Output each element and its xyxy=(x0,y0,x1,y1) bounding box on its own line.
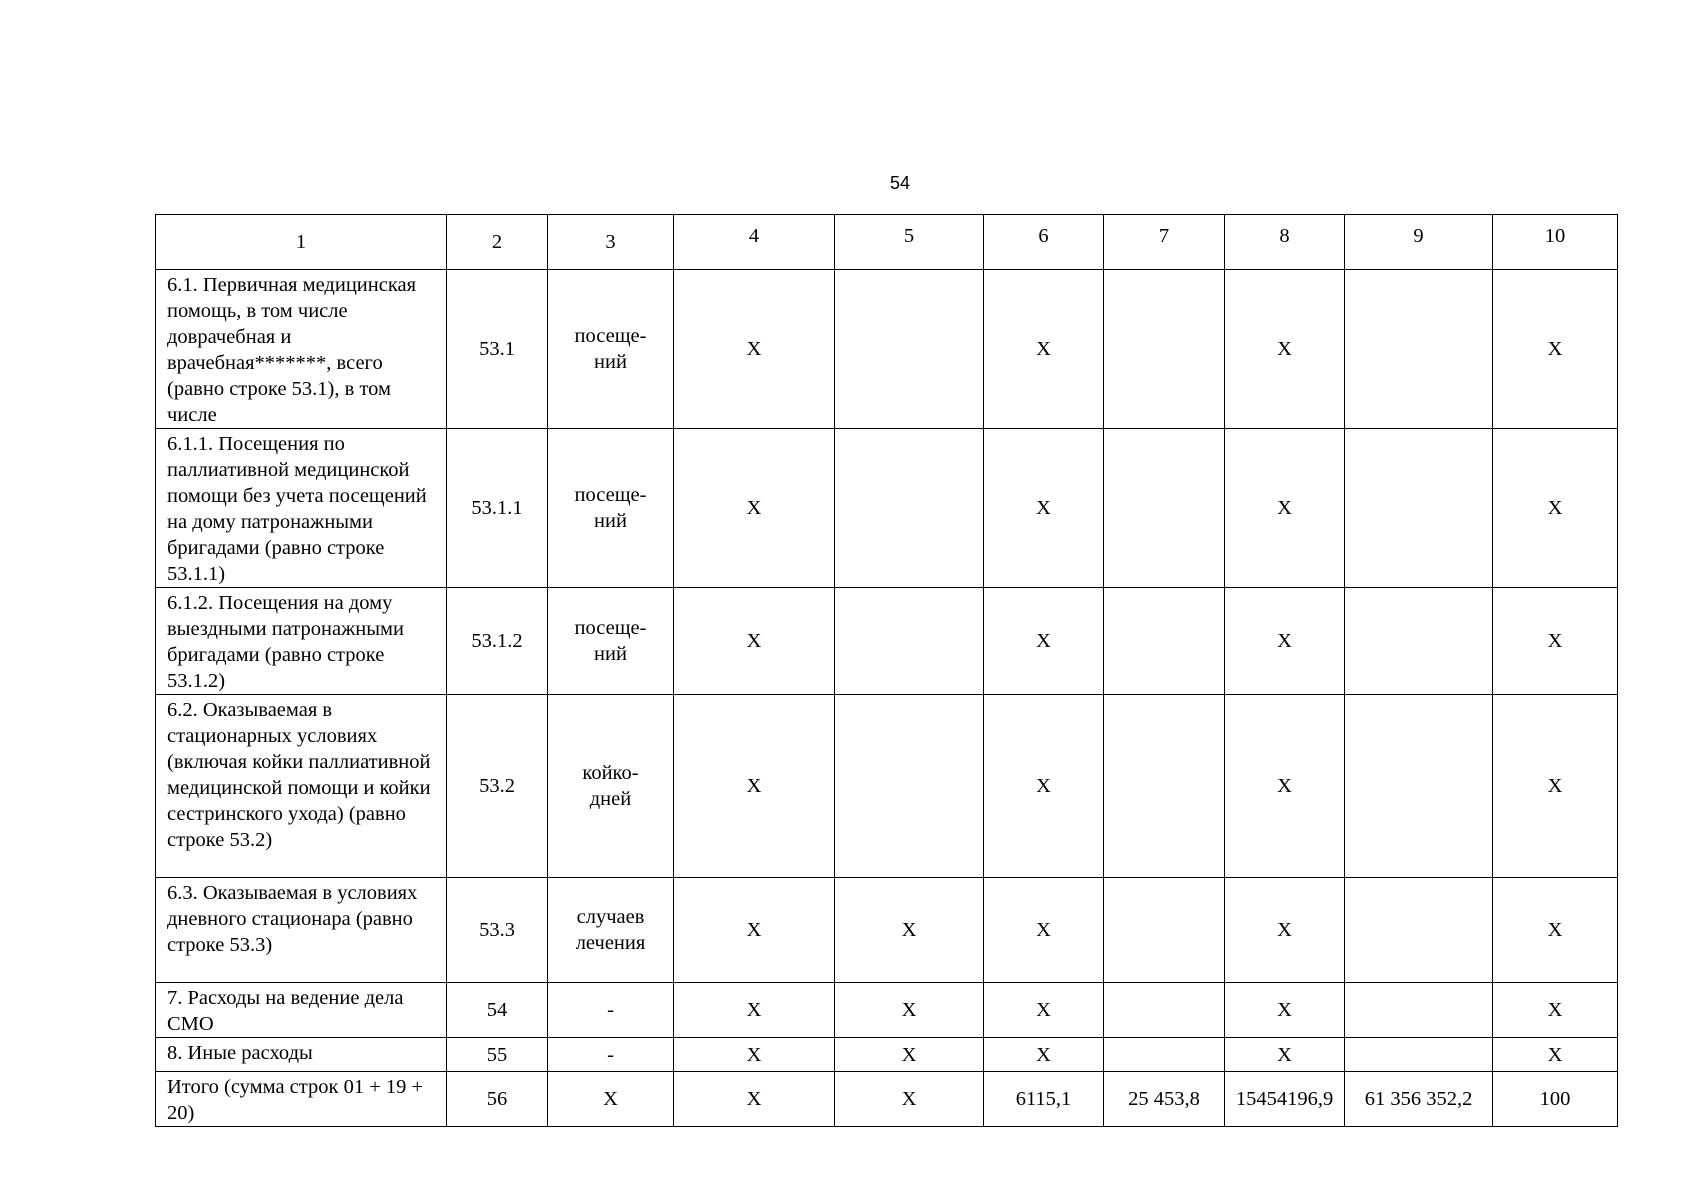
table-header-row xyxy=(156,215,1618,270)
row-unit: посеще-ний xyxy=(548,429,674,588)
cell: Х xyxy=(1225,878,1345,983)
cell: 61 356 352,2 xyxy=(1345,1072,1493,1127)
cell xyxy=(1345,1038,1493,1072)
row-name: 6.1.1. Посещения по паллиативной медицинской помощи без учета посещений на дому патронажными бригадами (равно строке 53.1.1) xyxy=(156,429,447,588)
row-code: 53.1.1 xyxy=(447,429,548,588)
table-row xyxy=(156,1038,1618,1072)
row-name: 7. Расходы на ведение дела СМО xyxy=(156,983,447,1038)
cell: 25 453,8 xyxy=(1104,1072,1225,1127)
cell: Х xyxy=(1225,695,1345,878)
cell: Х xyxy=(984,878,1104,983)
cell xyxy=(835,429,984,588)
cell xyxy=(1104,270,1225,429)
row-code: 56 xyxy=(447,1072,548,1127)
cell: Х xyxy=(1225,429,1345,588)
cell: Х xyxy=(984,1038,1104,1072)
column-number: 6 xyxy=(984,215,1104,270)
column-number: 5 xyxy=(835,215,984,270)
cell: Х xyxy=(674,588,835,695)
cell: Х xyxy=(984,588,1104,695)
row-code: 55 xyxy=(447,1038,548,1072)
cell: Х xyxy=(835,1038,984,1072)
cell: Х xyxy=(1225,588,1345,695)
row-unit: Х xyxy=(548,1072,674,1127)
cell: Х xyxy=(674,878,835,983)
cell: Х xyxy=(835,878,984,983)
report-table xyxy=(155,214,1618,1127)
row-name: 6.1.2. Посещения на дому выездными патронажными бригадами (равно строке 53.1.2) xyxy=(156,588,447,695)
row-name: 6.2. Оказываемая в стационарных условиях (включая койки паллиативной медицинской помощи и койки сестринского ухода) (равно строке 53.2) xyxy=(156,695,447,878)
cell xyxy=(835,270,984,429)
cell: Х xyxy=(1493,983,1618,1038)
cell: Х xyxy=(1493,695,1618,878)
cell xyxy=(1104,878,1225,983)
row-code: 53.3 xyxy=(447,878,548,983)
cell xyxy=(1345,695,1493,878)
cell: Х xyxy=(1493,878,1618,983)
row-unit: посеще-ний xyxy=(548,588,674,695)
cell xyxy=(835,588,984,695)
row-name: Итого (сумма строк 01 + 19 + 20) xyxy=(156,1072,447,1127)
cell: Х xyxy=(674,1072,835,1127)
row-unit: койко-дней xyxy=(548,695,674,878)
cell: Х xyxy=(674,1038,835,1072)
cell: Х xyxy=(1493,429,1618,588)
row-code: 54 xyxy=(447,983,548,1038)
cell: Х xyxy=(984,695,1104,878)
cell: Х xyxy=(674,429,835,588)
cell xyxy=(1345,270,1493,429)
row-name: 6.1. Первичная медицинская помощь, в том числе доврачебная и врачебная*******, всего (равно строке 53.1), в том числе xyxy=(156,270,447,429)
cell: Х xyxy=(1225,1038,1345,1072)
cell xyxy=(1104,1038,1225,1072)
cell: 6115,1 xyxy=(984,1072,1104,1127)
cell: Х xyxy=(1493,588,1618,695)
column-number: 9 xyxy=(1345,215,1493,270)
row-unit: - xyxy=(548,983,674,1038)
cell: Х xyxy=(984,270,1104,429)
cell xyxy=(1104,695,1225,878)
cell: Х xyxy=(984,983,1104,1038)
cell xyxy=(1104,983,1225,1038)
page-number: 54 xyxy=(889,173,911,193)
cell xyxy=(1104,429,1225,588)
row-unit: посеще-ний xyxy=(548,270,674,429)
cell: Х xyxy=(835,1072,984,1127)
row-code: 53.1.2 xyxy=(447,588,548,695)
row-name: 6.3. Оказываемая в условиях дневного стационара (равно строке 53.3) xyxy=(156,878,447,983)
cell xyxy=(1345,588,1493,695)
table-row xyxy=(156,270,1618,429)
total-row xyxy=(156,1072,1618,1127)
column-number: 3 xyxy=(548,215,674,270)
column-number: 4 xyxy=(674,215,835,270)
cell: Х xyxy=(1493,1038,1618,1072)
cell xyxy=(835,695,984,878)
cell: Х xyxy=(674,983,835,1038)
row-code: 53.1 xyxy=(447,270,548,429)
row-code: 53.2 xyxy=(447,695,548,878)
cell: 100 xyxy=(1493,1072,1618,1127)
row-unit: случаев лечения xyxy=(548,878,674,983)
cell: Х xyxy=(1225,983,1345,1038)
table-row xyxy=(156,429,1618,588)
cell: Х xyxy=(1493,270,1618,429)
cell xyxy=(1104,588,1225,695)
row-unit: - xyxy=(548,1038,674,1072)
cell: Х xyxy=(835,983,984,1038)
table-row xyxy=(156,983,1618,1038)
table-row xyxy=(156,588,1618,695)
cell: 15454196,9 xyxy=(1225,1072,1345,1127)
table-row xyxy=(156,695,1618,878)
row-name: 8. Иные расходы xyxy=(156,1038,447,1072)
column-number: 2 xyxy=(447,215,548,270)
cell: Х xyxy=(984,429,1104,588)
cell xyxy=(1345,429,1493,588)
column-number: 8 xyxy=(1225,215,1345,270)
table-row xyxy=(156,878,1618,983)
column-number: 7 xyxy=(1104,215,1225,270)
cell: Х xyxy=(674,270,835,429)
column-number: 10 xyxy=(1493,215,1618,270)
cell xyxy=(1345,983,1493,1038)
column-number: 1 xyxy=(156,215,447,270)
cell: Х xyxy=(1225,270,1345,429)
cell xyxy=(1345,878,1493,983)
cell: Х xyxy=(674,695,835,878)
